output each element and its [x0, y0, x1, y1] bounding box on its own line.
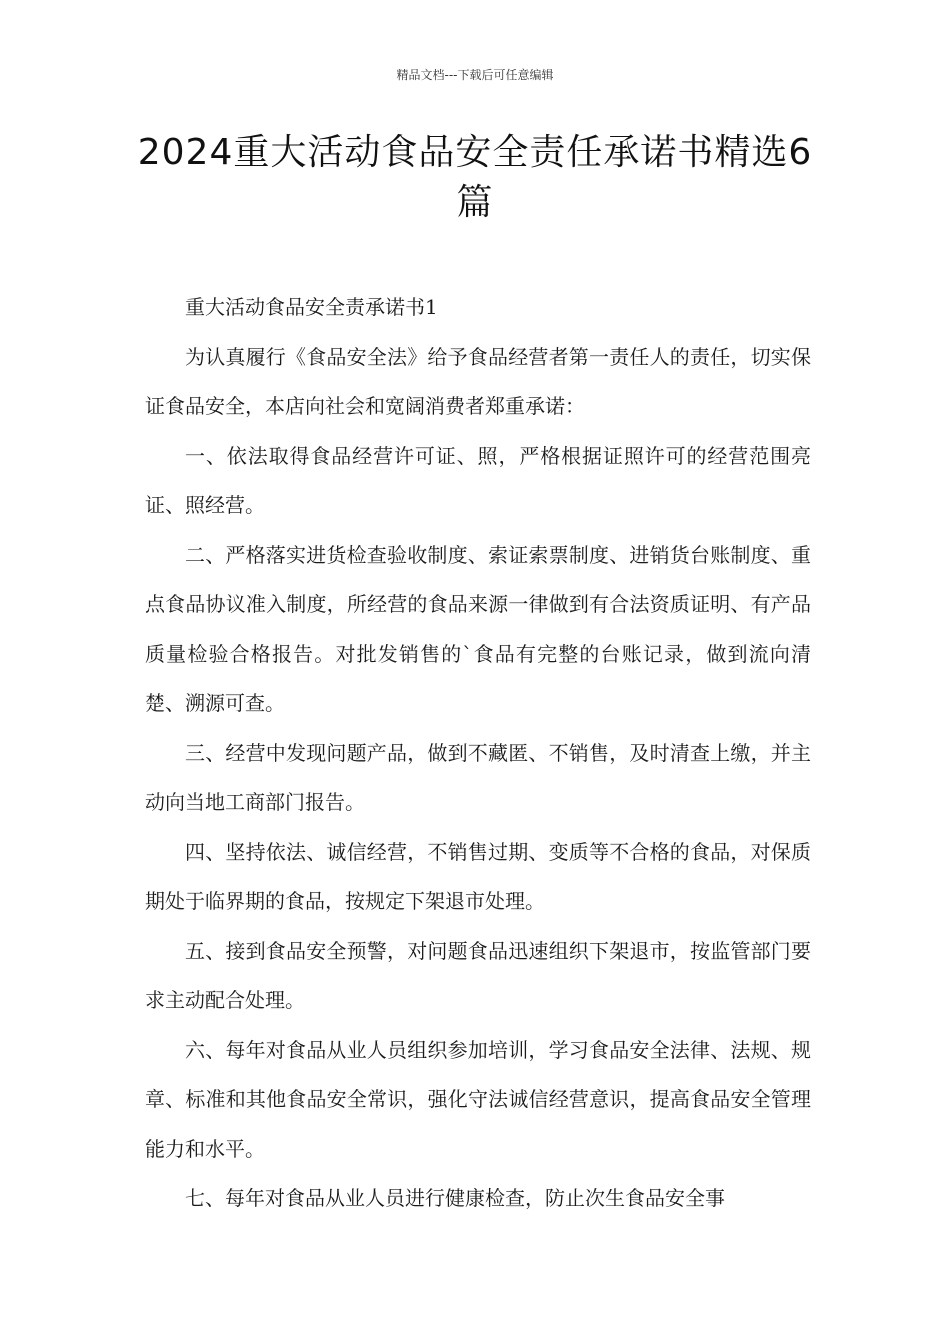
paragraph: 二、严格落实进货检查验收制度、索证索票制度、进销货台账制度、重点食品协议准入制度，所经营的食品来源一律做到有合法资质证明、有产品质量检验合格报告。对批发销售的`食品有完整的台账记录，做到流向清楚、溯源可查。: [145, 542, 811, 715]
paragraph: 五、接到食品安全预警，对问题食品迅速组织下架退市，按监管部门要求主动配合处理。: [145, 938, 811, 1012]
paragraph: 一、依法取得食品经营许可证、照，严格根据证照许可的经营范围亮证、照经营。: [145, 443, 811, 517]
paragraph: 为认真履行《食品安全法》给予食品经营者第一责任人的责任，切实保证食品安全，本店向社会和宽阔消费者郑重承诺：: [145, 344, 811, 418]
paragraph: 七、每年对食品从业人员进行健康检查，防止次生食品安全事: [185, 1186, 725, 1210]
paragraph: 三、经营中发现问题产品，做到不藏匿、不销售，及时清查上缴，并主动向当地工商部门报告。: [145, 740, 811, 814]
paragraph: 重大活动食品安全责承诺书1: [185, 295, 438, 319]
paragraph: 六、每年对食品从业人员组织参加培训，学习食品安全法律、法规、规章、标准和其他食品安全常识，强化守法诚信经营意识，提高食品安全管理能力和水平。: [145, 1037, 811, 1161]
document-body: [145, 283, 811, 1224]
paragraph: 四、坚持依法、诚信经营，不销售过期、变质等不合格的食品，对保质期处于临界期的食品，按规定下架退市处理。: [145, 839, 811, 913]
document-title: 2024重大活动食品安全责任承诺书精选6篇: [137, 132, 813, 223]
header-note: 精品文档---下载后可任意编辑: [396, 68, 554, 82]
